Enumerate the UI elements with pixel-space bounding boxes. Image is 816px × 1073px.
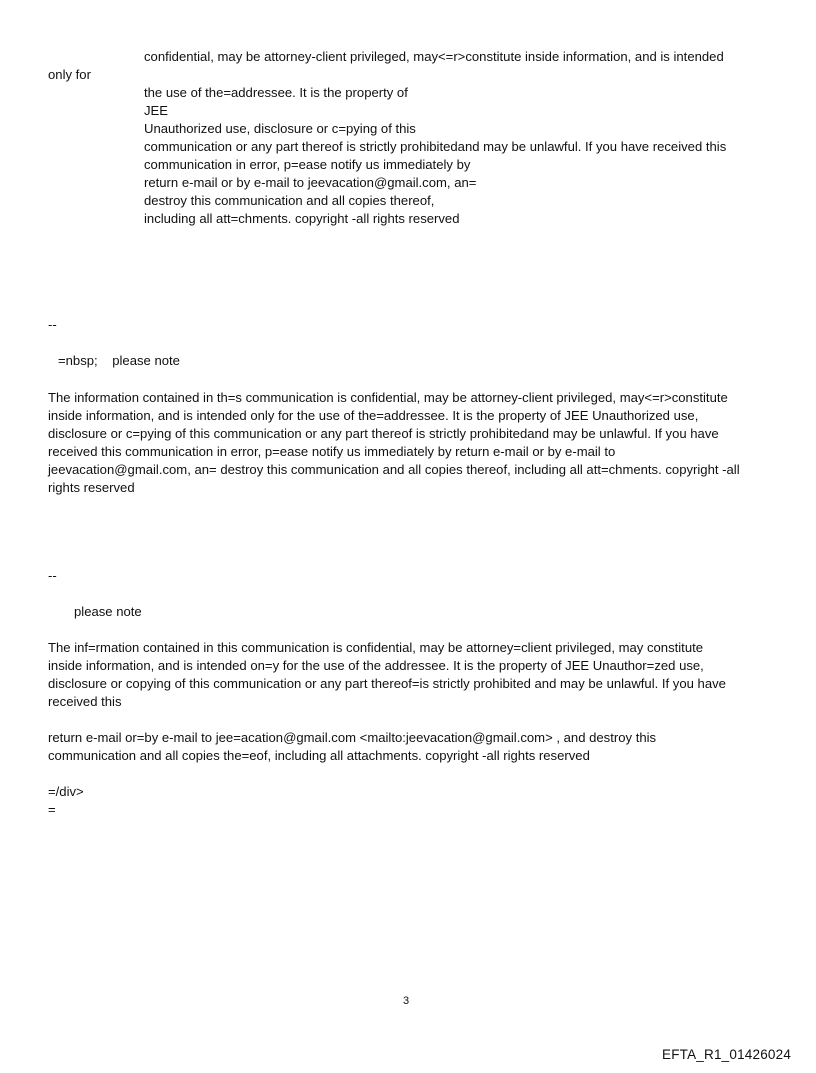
block2-line: The information contained in th=s communication is confidential, may be attorney-client privileged, may<=r>constitute [48,390,728,405]
block3-line: inside information, and is intended on=y for the use of the addressee. It is the property of JEE Unauthor=zed use, [48,658,704,673]
block1-line: only for [48,67,91,82]
block1-line: destroy this communication and all copies thereof, [144,193,435,208]
block1-line: communication in error, p=ease notify us immediately by [144,157,471,172]
block3-line: communication and all copies the=eof, including all attachments. copyright -all rights reserved [48,748,590,763]
document-id-footer: EFTA_R1_01426024 [662,1047,792,1062]
block1-line: return e-mail or by e-mail to jeevacation@gmail.com, an= [144,175,477,190]
block1-line: communication or any part thereof is strictly prohibitedand may be unlawful. If you have received this [144,139,727,154]
page-number: 3 [403,995,410,1007]
block2-line: disclosure or c=pying of this communication or any part thereof is strictly prohibitedand may be unlawful. If you have [48,426,719,441]
block3-line: return e-mail or=by e-mail to jee=acation@gmail.com <mailto:jeevacation@gmail.com> , and destroy this [48,730,657,745]
separator: -- [48,317,57,332]
block3-line: received this [48,694,122,709]
block3-trailer: = [48,802,56,817]
block2-line: received this communication in error, p=ease notify us immediately by return e-mail or by e-mail to [48,444,616,459]
block1-line: including all att=chments. copyright -all rights reserved [144,211,460,226]
block2-line: jeevacation@gmail.com, an= destroy this communication and all copies thereof, including all att=chments. copyright -all [48,462,740,477]
block1-line: the use of the=addressee. It is the property of [144,85,408,100]
block1-line: JEE [144,103,169,118]
block3-line: The inf=rmation contained in this communication is confidential, may be attorney=client privileged, may constitute [48,640,704,655]
block3-line: disclosure or copying of this communication or any part thereof=is strictly prohibited and may be unlawful. If you have [48,676,726,691]
block1-line: confidential, may be attorney-client privileged, may<=r>constitute inside information, and is intended [144,49,724,64]
please-note-heading: =nbsp; please note [58,353,180,368]
block1-line: Unauthorized use, disclosure or c=pying of this [144,121,416,136]
separator: -- [48,568,57,583]
block2-line: rights reserved [48,480,135,495]
block3-trailer: =/div> [48,784,84,799]
block2-line: inside information, and is intended only for the use of the=addressee. It is the property of JEE Unauthorized use, [48,408,699,423]
please-note-heading: please note [74,604,142,619]
